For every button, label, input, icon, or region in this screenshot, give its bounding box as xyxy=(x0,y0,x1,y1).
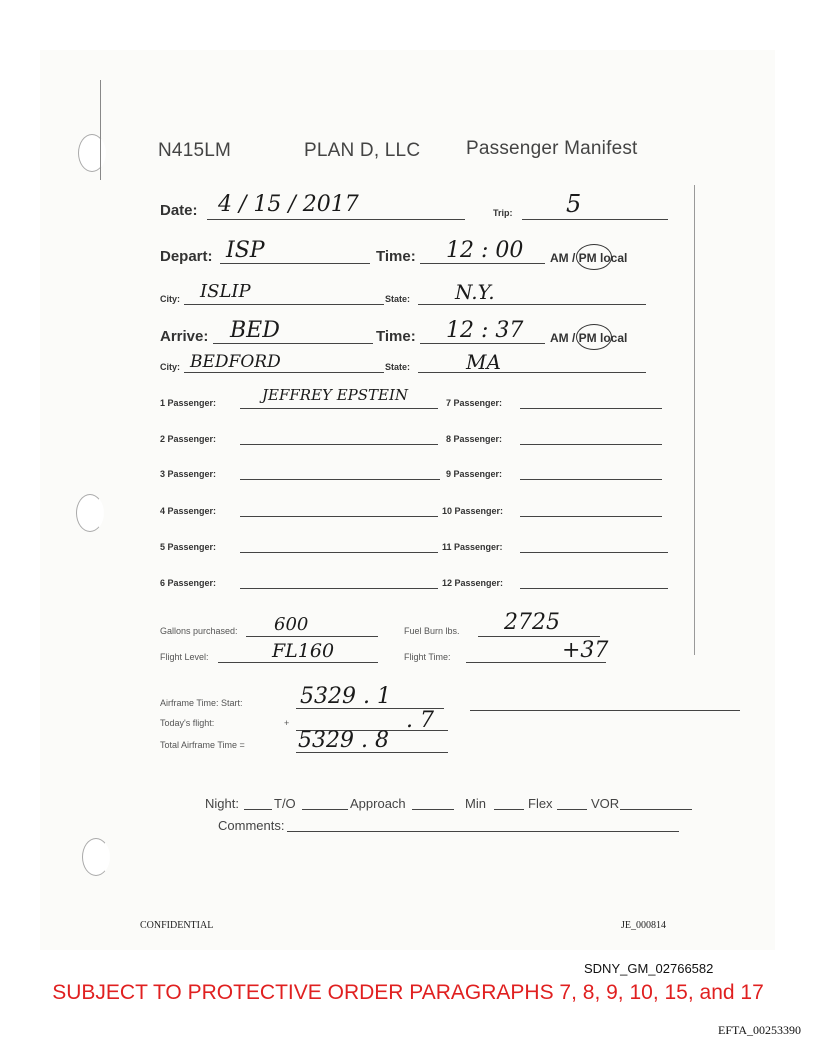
flight-time-value: +37 xyxy=(562,638,609,663)
arrive-state-value: MA xyxy=(466,350,501,374)
arrive-pm-circle xyxy=(576,324,612,350)
passenger-right-label: 10 Passenger: xyxy=(442,506,504,516)
vor-line xyxy=(620,809,692,810)
fuel-burn-line xyxy=(478,636,600,637)
date-value: 4 / 15 / 2017 xyxy=(218,192,359,217)
passenger-left-label: 3 Passenger: xyxy=(160,469,217,479)
arrive-city-line xyxy=(184,372,384,373)
arrive-ampm-local: AM / PM local xyxy=(550,331,628,345)
arrive-state-label: State: xyxy=(385,362,411,372)
depart-pm-circle xyxy=(576,244,612,270)
efta-number: EFTA_00253390 xyxy=(718,1023,802,1037)
gallons-label: Gallons purchased: xyxy=(160,626,238,636)
punch-hole-middle xyxy=(76,494,104,532)
flight-level-line xyxy=(218,662,378,663)
passenger-left-value: JEFFREY EPSTEIN xyxy=(262,386,409,404)
passenger-left-line xyxy=(240,408,438,409)
vor-label: VOR xyxy=(591,796,620,811)
passenger-right-label: 11 Passenger: xyxy=(442,542,503,552)
gallons-line xyxy=(246,636,378,637)
passenger-right-line xyxy=(520,516,662,517)
flex-label: Flex xyxy=(528,796,553,811)
punch-hole-top xyxy=(78,134,106,172)
bates-number: SDNY_GM_02766582 xyxy=(584,961,714,976)
passenger-left-line xyxy=(240,479,440,480)
arrive-label: Arrive: xyxy=(160,328,209,345)
night-label: Night: xyxy=(205,796,239,811)
todays-flight-label: Today's flight: xyxy=(160,718,215,728)
passenger-right-label: 12 Passenger: xyxy=(442,578,504,588)
passenger-left-label: 4 Passenger: xyxy=(160,506,217,516)
flight-time-label: Flight Time: xyxy=(404,652,451,662)
depart-city-line xyxy=(184,304,384,305)
depart-label: Depart: xyxy=(160,248,213,265)
todays-flight-plus: + xyxy=(284,718,290,728)
passenger-right-line xyxy=(520,588,668,589)
arrive-time-value: 12 : 37 xyxy=(446,318,524,343)
passenger-right-label: 8 Passenger: xyxy=(446,434,503,444)
passenger-left-line xyxy=(240,552,438,553)
passenger-left-line xyxy=(240,588,438,589)
fuel-burn-value: 2725 xyxy=(504,610,560,635)
min-label: Min xyxy=(465,796,486,811)
min-line xyxy=(494,809,524,810)
punch-hole-bottom xyxy=(82,838,110,876)
je-number: JE_000814 xyxy=(621,920,666,931)
arrive-time-label: Time: xyxy=(376,328,416,345)
flex-line xyxy=(557,809,587,810)
approach-label: Approach xyxy=(350,796,406,811)
date-label: Date: xyxy=(160,202,198,219)
approach-line xyxy=(412,809,454,810)
night-line xyxy=(244,809,272,810)
confidential-label: CONFIDENTIAL xyxy=(140,920,214,931)
company-name: PLAN D, LLC xyxy=(304,140,421,161)
depart-time-value: 12 : 00 xyxy=(446,238,524,263)
arrive-time-line xyxy=(420,343,545,344)
depart-state-value: N.Y. xyxy=(455,280,495,304)
airframe-start-label: Airframe Time: Start: xyxy=(160,698,243,708)
passenger-right-label: 7 Passenger: xyxy=(446,398,503,408)
trip-label: Trip: xyxy=(493,208,513,218)
protective-order-notice: SUBJECT TO PROTECTIVE ORDER PARAGRAPHS 7, 8, 9, 10, 15, and 17 xyxy=(52,981,764,1004)
arrive-value: BED xyxy=(230,318,280,343)
passenger-right-label: 9 Passenger: xyxy=(446,469,503,479)
binder-edge-line xyxy=(100,80,101,180)
tail-number: N415LM xyxy=(158,140,232,161)
todays-flight-value: . 7 xyxy=(406,708,434,733)
to-label: T/O xyxy=(274,796,296,811)
total-airframe-value: 5329 . 8 xyxy=(298,728,389,753)
depart-line xyxy=(220,263,370,264)
stray-rule xyxy=(470,710,740,711)
depart-city-value: ISLIP xyxy=(200,281,251,302)
flight-level-label: Flight Level: xyxy=(160,652,209,662)
depart-ampm-local: AM / PM local xyxy=(550,251,628,265)
depart-city-label: City: xyxy=(160,294,180,304)
scanned-page xyxy=(40,50,775,950)
passenger-left-label: 6 Passenger: xyxy=(160,578,217,588)
comments-label: Comments: xyxy=(218,818,285,833)
passenger-right-line xyxy=(520,552,668,553)
airframe-start-value: 5329 . 1 xyxy=(300,684,391,709)
depart-time-line xyxy=(420,263,545,264)
passenger-left-line xyxy=(240,516,438,517)
depart-state-label: State: xyxy=(385,294,411,304)
arrive-city-value: BEDFORD xyxy=(190,352,281,372)
passenger-left-label: 1 Passenger: xyxy=(160,398,217,408)
fuel-burn-label: Fuel Burn lbs. xyxy=(404,626,460,636)
passenger-left-label: 5 Passenger: xyxy=(160,542,217,552)
to-line xyxy=(302,809,348,810)
passenger-right-line xyxy=(520,444,662,445)
trip-value: 5 xyxy=(566,190,582,218)
passenger-left-label: 2 Passenger: xyxy=(160,434,217,444)
passenger-left-line xyxy=(240,444,438,445)
date-line xyxy=(207,219,465,220)
form-right-rule xyxy=(694,185,695,655)
flight-level-value: FL160 xyxy=(272,640,335,662)
arrive-line xyxy=(213,343,373,344)
gallons-value: 600 xyxy=(274,614,309,635)
total-airframe-label: Total Airframe Time = xyxy=(160,740,245,750)
depart-time-label: Time: xyxy=(376,248,416,265)
comments-line xyxy=(287,831,679,832)
trip-line xyxy=(522,219,668,220)
depart-value: ISP xyxy=(226,238,265,263)
passenger-right-line xyxy=(520,479,662,480)
arrive-state-line xyxy=(418,372,646,373)
arrive-city-label: City: xyxy=(160,362,180,372)
form-title: Passenger Manifest xyxy=(466,138,638,159)
passenger-right-line xyxy=(520,408,662,409)
depart-state-line xyxy=(418,304,646,305)
